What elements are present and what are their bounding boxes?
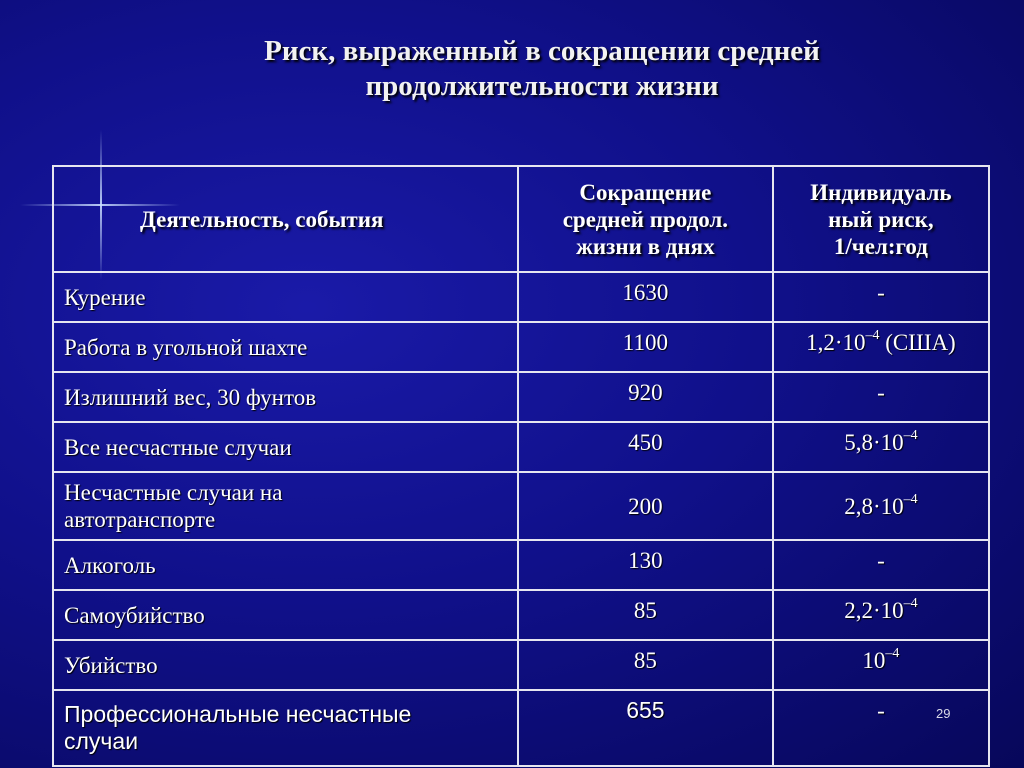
cell-activity: Убийство [53, 640, 518, 690]
cell-risk [773, 690, 989, 766]
risk-base: 1,2·10 [806, 330, 866, 355]
table-row [53, 272, 989, 322]
risk-base: 2,8·10 [844, 493, 904, 519]
header-risk [773, 166, 989, 272]
cell-risk [773, 422, 989, 472]
header-risk-line1: Индивидуаль [810, 179, 952, 205]
cell-activity [53, 690, 518, 766]
cell-activity: Алкоголь [53, 540, 518, 590]
risk-base: - [877, 548, 885, 573]
risk-exponent: –4 [885, 646, 900, 662]
table-row [53, 590, 989, 640]
table-row [53, 472, 989, 540]
cell-days: 85 [518, 640, 773, 690]
cell-days: 200 [518, 472, 773, 540]
cell-days: 1630 [518, 272, 773, 322]
risk-base: 5,8·10 [844, 430, 904, 455]
cell-risk [773, 372, 989, 422]
cell-activity-line1: Несчастные случаи на [64, 480, 283, 505]
cell-days: 920 [518, 372, 773, 422]
risk-base: - [877, 280, 885, 305]
cell-activity: Все несчастные случаи [53, 422, 518, 472]
cell-days: 450 [518, 422, 773, 472]
cell-activity-line2: автотранспорте [64, 507, 216, 532]
cell-activity: Самоубийство [53, 590, 518, 640]
table-row [53, 422, 989, 472]
header-reduction-line3: жизни в днях [576, 233, 715, 259]
risk-table [52, 165, 990, 767]
cell-days: 655 [518, 690, 773, 766]
cell-risk [773, 322, 989, 372]
risk-suffix: (США) [879, 330, 956, 355]
risk-exponent: –4 [903, 428, 918, 444]
cell-risk [773, 640, 989, 690]
cell-risk [773, 472, 989, 540]
slide-title-line1: Риск, выраженный в сокращении средней [264, 35, 820, 67]
risk-exponent: –4 [903, 596, 918, 612]
header-reduction [518, 166, 773, 272]
table-row [53, 690, 989, 766]
cell-activity-line1: Профессиональные несчастные [64, 701, 412, 727]
table-row [53, 640, 989, 690]
cell-activity [53, 472, 518, 540]
cell-activity: Излишний вес, 30 фунтов [53, 372, 518, 422]
table-row [53, 540, 989, 590]
slide-title [0, 34, 1024, 104]
header-risk-line3: 1/чел:год [833, 233, 928, 259]
cell-activity: Курение [53, 272, 518, 322]
cell-risk [773, 590, 989, 640]
table-row [53, 372, 989, 422]
cell-activity: Работа в угольной шахте [53, 322, 518, 372]
table-header-row [53, 166, 989, 272]
cell-risk [773, 272, 989, 322]
cell-activity-line2: случаи [64, 728, 139, 754]
risk-exponent: –4 [865, 328, 880, 344]
page-number: 29 [936, 706, 951, 721]
risk-base: - [877, 380, 885, 405]
header-activity: Деятельность, события [53, 166, 518, 272]
table-row [53, 322, 989, 372]
header-reduction-line1: Сокращение [579, 179, 712, 205]
slide-title-line2: продолжительности жизни [365, 70, 719, 102]
risk-base: - [877, 698, 885, 723]
cell-risk [773, 540, 989, 590]
risk-exponent: –4 [903, 491, 918, 507]
cell-days: 85 [518, 590, 773, 640]
header-risk-line2: ный риск, [828, 206, 934, 232]
cell-days: 130 [518, 540, 773, 590]
cell-days: 1100 [518, 322, 773, 372]
risk-base: 10 [862, 648, 886, 673]
header-reduction-line2: средней продол. [562, 206, 729, 232]
risk-base: 2,2·10 [844, 598, 904, 623]
